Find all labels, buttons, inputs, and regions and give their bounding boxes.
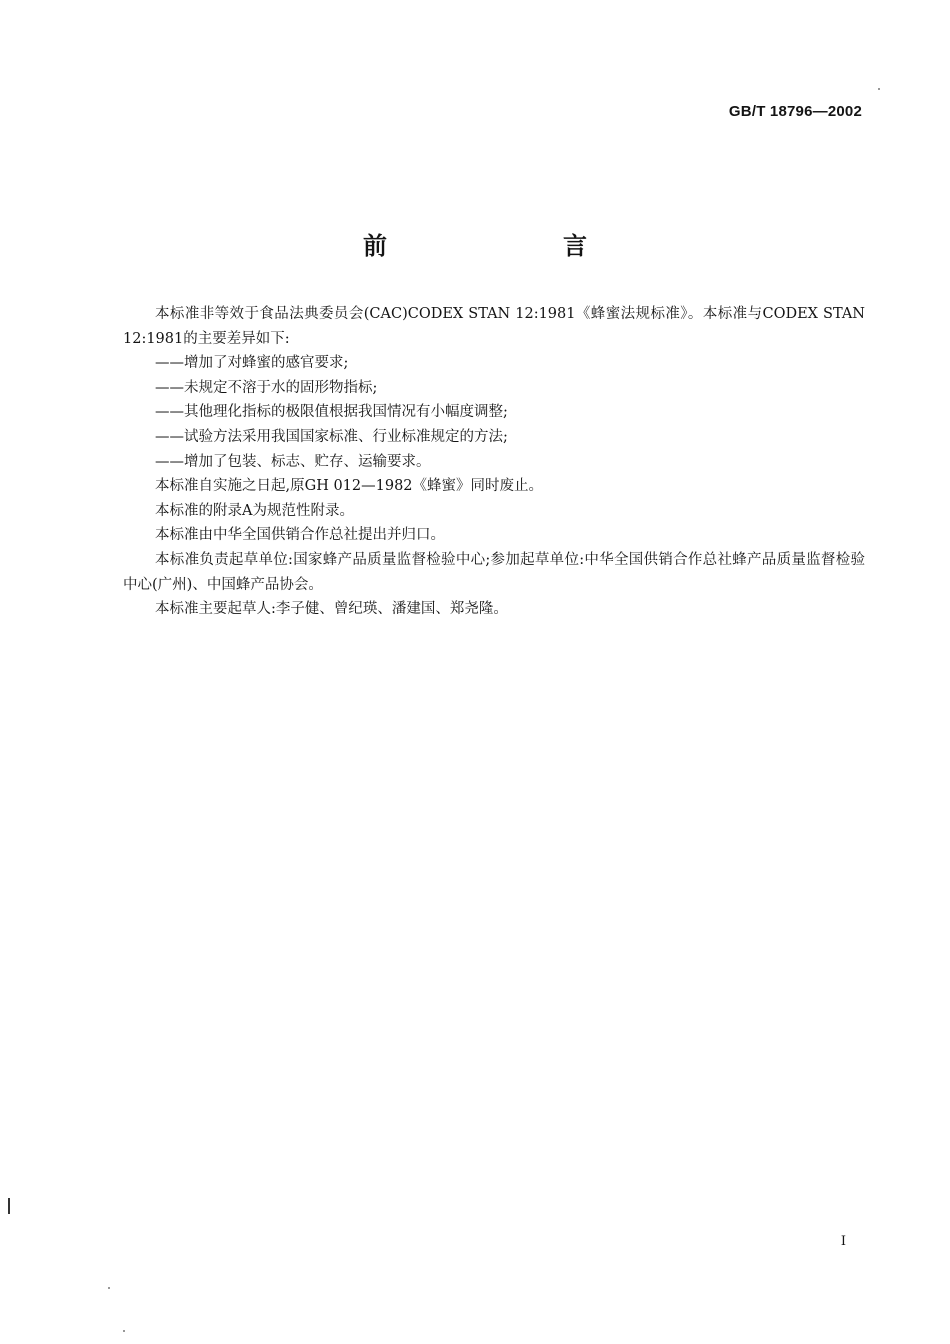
document-body — [123, 302, 865, 622]
annex-statement: 本标准的附录A为规范性附录。 — [155, 502, 354, 519]
list-item: ——未规定不溶于水的固形物指标; — [155, 379, 378, 396]
scan-speck — [123, 1330, 125, 1332]
scan-speck — [108, 1287, 110, 1289]
intro-paragraph: 本标准非等效于食品法典委员会(CAC)CODEX STAN 12:1981《蜂蜜法规标准》。本标准与CODEX STAN 12:1981的主要差异如下: — [123, 306, 865, 347]
drafting-units-statement: 本标准负责起草单位:国家蜂产品质量监督检验中心;参加起草单位:中华全国供销合作总社蜂产品质量监督检验中心(广州)、中国蜂产品协会。 — [123, 551, 865, 593]
list-item: ——增加了对蜂蜜的感官要求; — [155, 355, 349, 372]
list-item: ——其他理化指标的极限值根据我国情况有小幅度调整; — [155, 404, 508, 421]
list-item: ——增加了包装、标志、贮存、运输要求。 — [155, 453, 431, 470]
scan-speck — [878, 88, 880, 90]
drafters-statement: 本标准主要起草人:李子健、曾纪瑛、潘建国、郑尧隆。 — [155, 601, 508, 618]
list-item: ——试验方法采用我国国家标准、行业标准规定的方法; — [155, 428, 508, 445]
supersede-statement: 本标准自实施之日起,原GH 012—1982《蜂蜜》同时废止。 — [155, 478, 544, 495]
differences-list — [123, 351, 865, 474]
standard-code: GB/T 18796—2002 — [728, 103, 862, 120]
page-title: 前 言 — [363, 232, 663, 260]
page-number: I — [840, 1234, 846, 1249]
scan-margin-mark — [8, 1198, 10, 1214]
proposer-statement: 本标准由中华全国供销合作总社提出并归口。 — [155, 527, 445, 544]
